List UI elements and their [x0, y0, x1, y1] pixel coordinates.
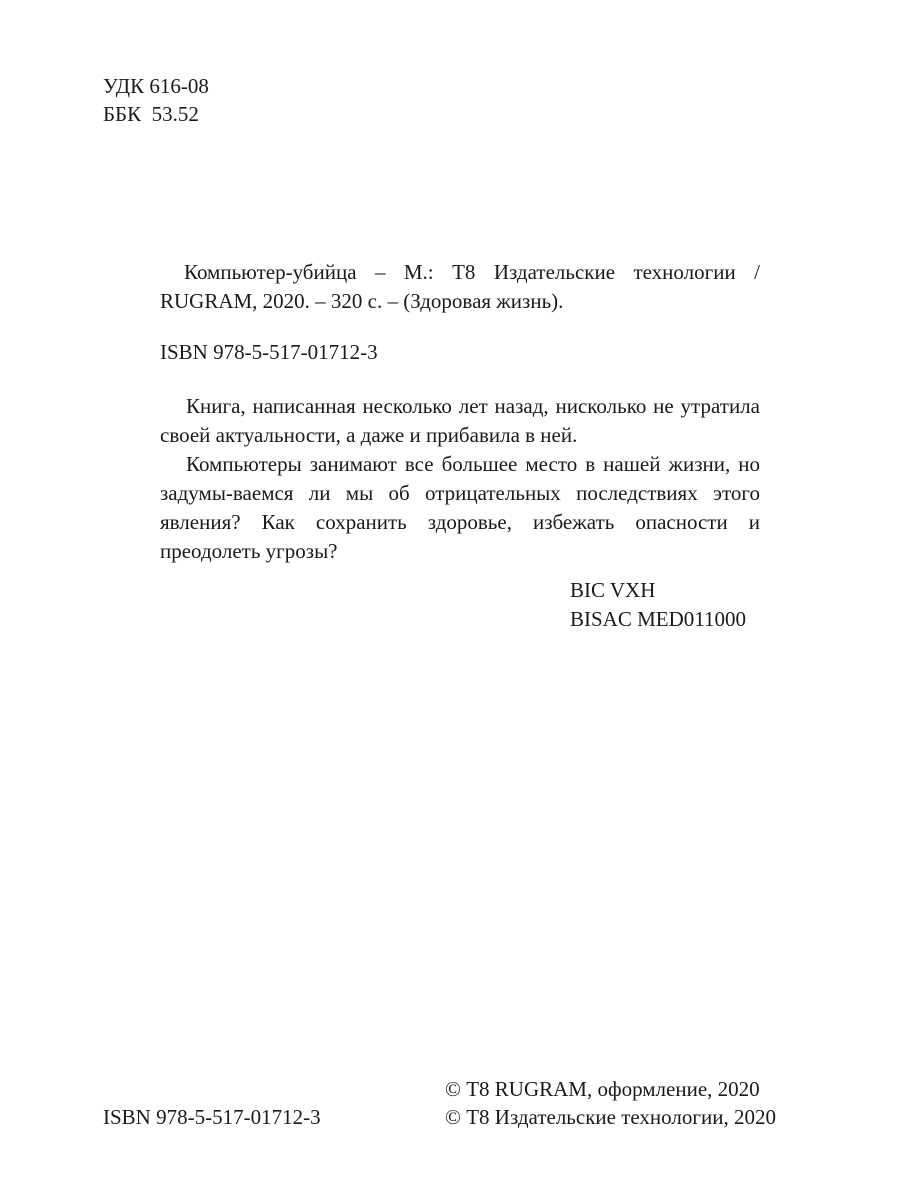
copyright-design: © Т8 RUGRAM, оформление, 2020 [445, 1077, 760, 1101]
udk-code: УДК 616-08 [103, 74, 209, 98]
annotation-paragraph-2: Компьютеры занимают все большее место в нашей жизни, но задумы-ваемся ли мы об отрицательных последствиях этого явления? Как сохранить здоровье, избежать опасности и преодолеть угрозы? [160, 452, 760, 563]
footer-isbn: ISBN 978-5-517-01712-3 [103, 1105, 321, 1129]
isbn-main: ISBN 978-5-517-01712-3 [160, 340, 378, 364]
bbk-code: ББК 53.52 [103, 102, 199, 126]
bibliographic-reference: Компьютер-убийца – М.: Т8 Издательские технологии / RUGRAM, 2020. – 320 с. – (Здоровая жизнь). [160, 260, 760, 313]
copyright-publisher: © Т8 Издательские технологии, 2020 [445, 1105, 776, 1129]
classification-codes [103, 72, 209, 128]
annotation [160, 392, 760, 566]
subject-codes [570, 576, 746, 634]
annotation-paragraph-1: Книга, написанная несколько лет назад, нисколько не утратила своей актуальности, а даже и прибавила в ней. [160, 394, 760, 447]
bisac-code: BISAC MED011000 [570, 607, 746, 631]
copyright-notices [445, 1075, 776, 1131]
bic-code: BIC VXH [570, 578, 656, 602]
